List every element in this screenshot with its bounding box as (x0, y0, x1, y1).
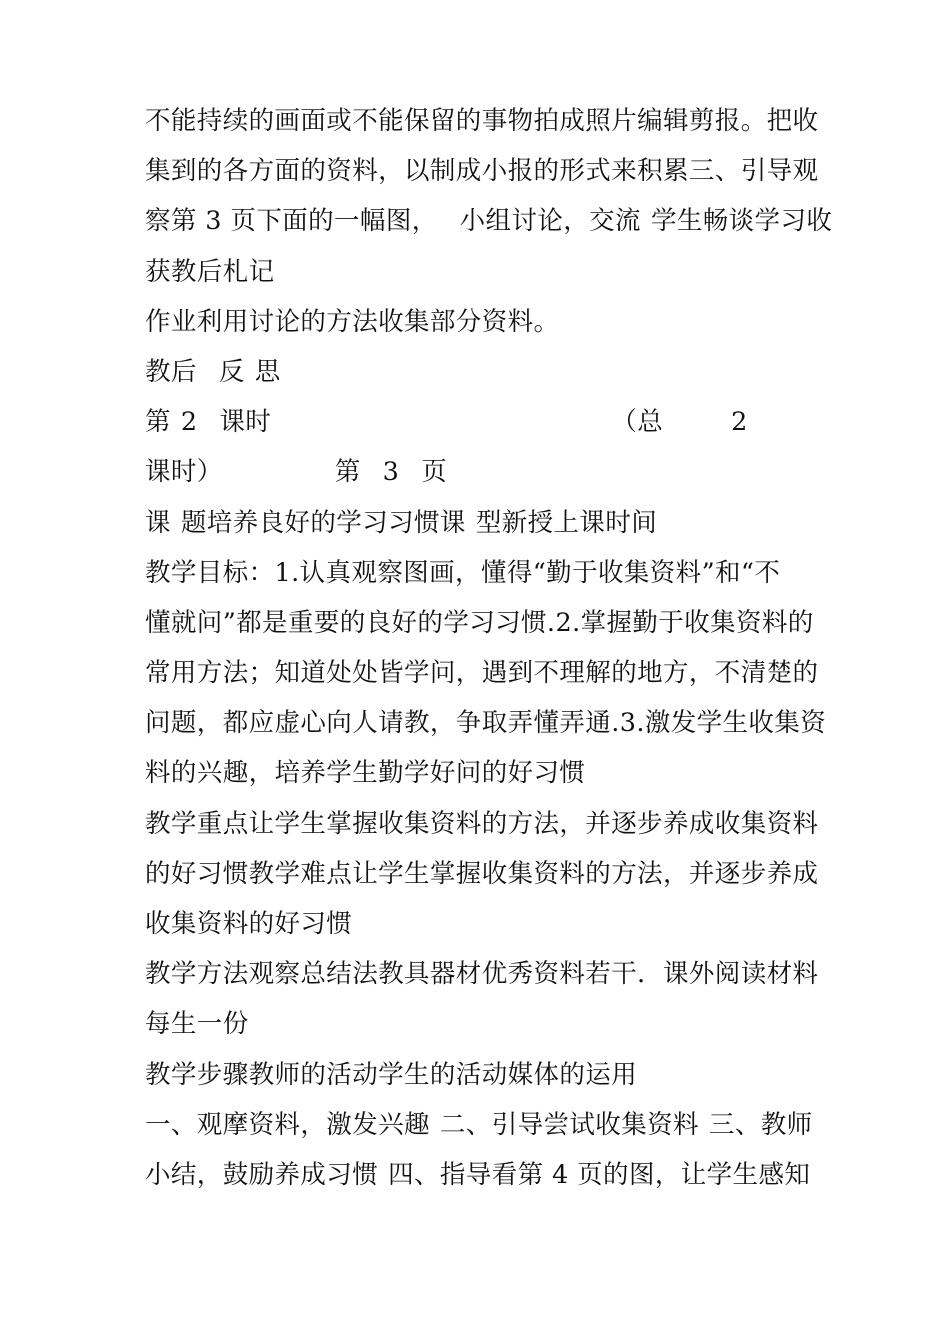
text-line (145, 1100, 815, 1150)
text-segment: 每生一份 (145, 1009, 249, 1040)
text-segment: 2 (180, 407, 198, 438)
text-segment: 学生畅谈学习收 (650, 206, 833, 237)
text-line (145, 999, 815, 1049)
text-line (145, 397, 815, 447)
text-segment: 四、指导看第 4 页的图，让学生感知 (388, 1159, 811, 1190)
text-line (145, 447, 815, 497)
text-segment: 教学重点让学生掌握收集资料的方法，并逐步养成收集资料 (145, 808, 819, 839)
text-line (145, 748, 815, 798)
text-segment: 常用方法；知道处处皆学问，遇到不理解的地方，不清楚的 (145, 658, 819, 689)
text-segment: 课 (145, 507, 171, 538)
text-line (145, 196, 833, 246)
text-segment: 集到的各方面的资料，以制成小报的形式来积累三、引导观 (145, 156, 819, 187)
text-line (145, 648, 819, 698)
text-segment: 料的兴趣，培养学生勤学好问的好习惯 (145, 758, 586, 789)
text-line (145, 96, 819, 146)
text-segment: 题培养良好的学习习惯课 (180, 507, 466, 538)
text-segment: 小组讨论，交流 (459, 206, 641, 237)
text-segment: 反 (218, 356, 245, 387)
text-line (145, 347, 815, 397)
text-segment: 思 (254, 356, 281, 387)
text-segment: 获教后札记 (145, 256, 275, 287)
text-line (145, 899, 815, 949)
text-line (145, 849, 819, 899)
text-segment: （总 (611, 407, 664, 438)
text-line (145, 498, 815, 548)
text-segment: 第 (334, 457, 361, 488)
text-segment: 懂就问”都是重要的良好的学习习惯.2.掌握勤于收集资料的 (145, 607, 814, 638)
text-segment: 型新授上课时间 (475, 507, 658, 538)
text-segment: 作业利用讨论的方法收集部分资料。 (145, 306, 560, 337)
text-segment: 不能持续的画面或不能保留的事物拍成照片编辑剪报。把收 (145, 106, 819, 136)
text-line (145, 1150, 815, 1200)
text-line (145, 297, 815, 347)
text-segment: 第 (145, 407, 171, 438)
text-line (145, 247, 815, 297)
text-segment: 页 (421, 457, 448, 488)
text-segment: 三、教师 (708, 1109, 813, 1140)
text-segment: 教学步骤教师的活动学生的活动媒体的运用 (145, 1059, 638, 1090)
text-line (145, 799, 819, 849)
text-line (145, 146, 819, 196)
text-segment: 一、观摩资料，激发兴趣 (145, 1109, 430, 1140)
text-segment: 教学目标：1.认真观察图画，懂得“勤于收集资料”和“不 (145, 557, 781, 588)
text-segment: 2 (731, 407, 748, 438)
text-segment: 问题，都应虚心向人请教，争取弄懂弄通.3.激发学生收集资 (145, 708, 827, 739)
text-segment: 教后 (145, 356, 197, 387)
text-segment: 收集资料的好习惯 (145, 909, 353, 939)
text-line (145, 598, 815, 648)
text-segment: 课时） (145, 457, 223, 488)
text-line (145, 548, 815, 598)
text-segment: 课时 (219, 407, 272, 438)
text-segment: 教学方法观察总结法教具器材优秀资料若干．课外阅读材料 (145, 959, 819, 990)
text-segment: 小结，鼓励养成习惯 (145, 1159, 379, 1190)
text-line (145, 698, 827, 748)
text-line (145, 1050, 815, 1100)
text-segment: 察第 3 页下面的一幅图， (145, 206, 438, 237)
document-body (145, 96, 833, 1200)
text-segment: 3 (382, 457, 400, 488)
text-segment: 二、引导尝试收集资料 (439, 1109, 699, 1140)
text-line (145, 949, 819, 999)
text-segment: 的好习惯教学难点让学生掌握收集资料的方法，并逐步养成 (145, 858, 819, 889)
